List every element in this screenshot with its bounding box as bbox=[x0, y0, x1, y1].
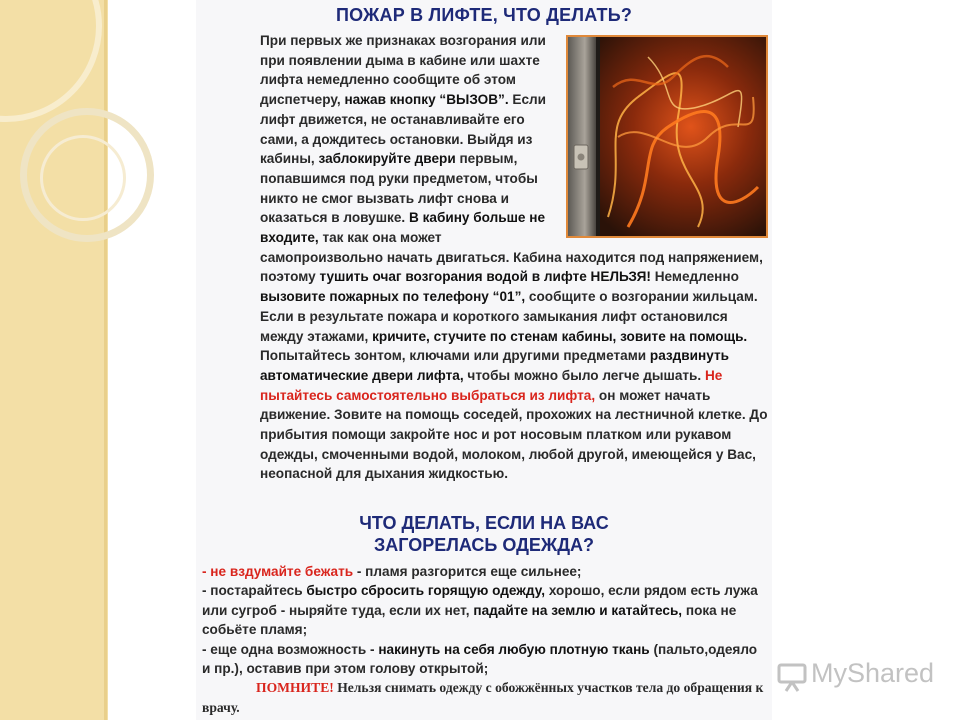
clothes-fire-title-line2: ЗАГОРЕЛАСЬ ОДЕЖДА? bbox=[373, 535, 595, 555]
block-doors-text: заблокируйте двери bbox=[318, 151, 456, 167]
shout-text: кричите, стучите по стенам кабины, зовите на помощь. bbox=[372, 328, 748, 344]
breathe-text: чтобы можно было легче дышать. bbox=[467, 367, 702, 383]
item-cover-rest: (пальто,одеяло и пр.), оставив при этом голову открытой; bbox=[202, 641, 758, 677]
clothes-fire-instructions bbox=[202, 562, 768, 717]
elevator-fire-instructions bbox=[202, 31, 768, 484]
dont-enter-text: В кабину больше не входите, bbox=[260, 210, 546, 246]
intro-text: При первых же признаках возгорания или при появлении дыма в кабине или шахте лифта немедленно сообщите об этом диспетчеру, bbox=[260, 33, 546, 108]
item-cover-pre: - еще одна возможность - bbox=[202, 641, 375, 657]
call-button-text: нажав кнопку “ВЫЗОВ”. bbox=[344, 92, 509, 108]
item-cover: накинуть на себя любую плотную ткань bbox=[378, 641, 650, 657]
stuck-text: Если в результате пожара и короткого замыкания лифт остановился между этажами, bbox=[260, 308, 728, 344]
item-roll-rest: пока не собьёте пламя; bbox=[202, 602, 737, 638]
block-doors-rest: первым, попавшимся под руки предметом, чтобы никто не смог вызвать лифт снова и оказаться в ловушке. bbox=[260, 151, 538, 226]
dont-enter-rest: так как она может самопроизвольно начать двигаться. Кабина находится под напряжением, поэтому bbox=[260, 230, 763, 285]
presentation-icon bbox=[776, 660, 810, 694]
call-firemen-rest: сообщите о возгорании жильцам. bbox=[528, 289, 758, 305]
decor-ring-inner bbox=[40, 135, 126, 221]
item-throw-off-rest: хорошо, если рядом есть лужа или сугроб - ныряйте туда, если их нет, bbox=[202, 583, 758, 618]
warning-rest: он может начать движение. Зовите на помощь соседей, прохожих на лестничной клетке. До прибытия помощи закройте нос и рот носовым платком или рукавом одежды, смоченными водой, молоком, любой другой, имеющейся у Вас, неопасной для дыхания жидкостью. bbox=[260, 387, 768, 482]
remember-label: ПОМНИТЕ! bbox=[256, 680, 334, 696]
moving-text: Если лифт движется, не останавливайте его сами, а дождитесь остановки. Выйдя из кабины, bbox=[260, 92, 547, 167]
item-dont-run-rest: - пламя разгорится еще сильнее; bbox=[356, 564, 582, 579]
item-dont-run: - не вздумайте бежать bbox=[202, 564, 354, 579]
warning-text: Не пытайтесь самостоятельно выбраться из лифта, bbox=[260, 367, 723, 403]
clothes-fire-title-line1: ЧТО ДЕЛАТЬ, ЕСЛИ НА ВАС bbox=[359, 513, 609, 533]
umbrella-text: Попытайтесь зонтом, ключами или другими предметами bbox=[260, 348, 647, 364]
myshared-logo bbox=[776, 656, 946, 696]
call-firemen-pre: Немедленно bbox=[654, 269, 739, 285]
poster-title: ПОЖАР В ЛИФТЕ, ЧТО ДЕЛАТЬ? bbox=[335, 5, 633, 25]
clothes-fire-title bbox=[196, 512, 772, 556]
item-throw-off: быстро сбросить горящую одежду, bbox=[306, 583, 546, 599]
item-throw-off-pre: - постарайтесь bbox=[202, 583, 303, 599]
call-firemen-text: вызовите пожарных по телефону “01”, bbox=[260, 289, 526, 305]
remember-text: Нельзя снимать одежду с обожжённых участков тела до обращения к врачу. bbox=[202, 680, 764, 715]
side-stripe-edge bbox=[104, 0, 107, 720]
open-doors-text: раздвинуть автоматические двери лифта, bbox=[260, 348, 729, 383]
logo-text: MyShared bbox=[811, 658, 935, 688]
item-roll: падайте на землю и катайтесь, bbox=[473, 602, 683, 618]
no-water-text: тушить очаг возгорания водой в лифте НЕЛЬЗЯ! bbox=[319, 269, 651, 285]
elevator-fire-photo bbox=[566, 35, 768, 238]
fire-image-graphic bbox=[568, 37, 766, 236]
